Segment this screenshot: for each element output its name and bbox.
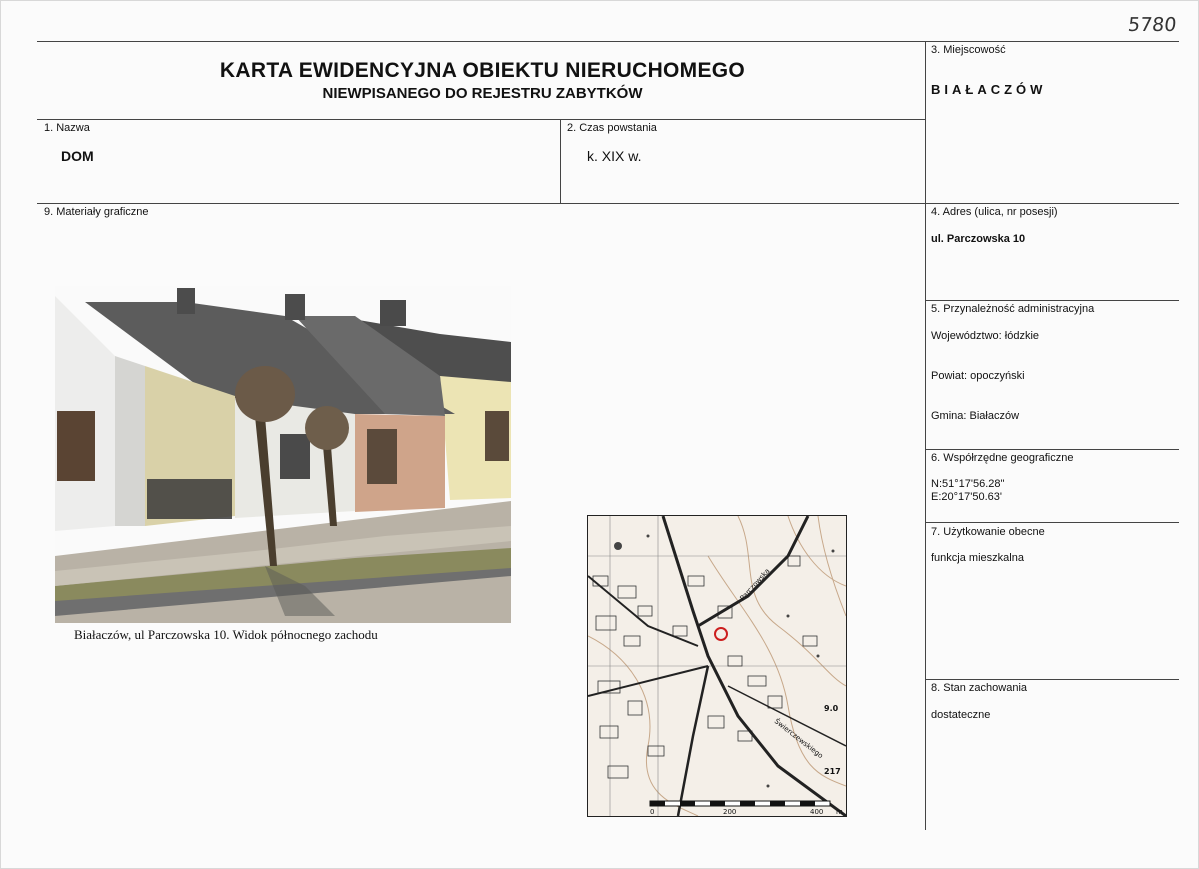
label-przynaleznosc: 5. Przynależność administracyjna bbox=[931, 303, 1095, 315]
label-uzytkowanie: 7. Użytkowanie obecne bbox=[931, 526, 1045, 538]
rule-under-coords bbox=[925, 522, 1179, 523]
label-stan: 8. Stan zachowania bbox=[931, 682, 1028, 694]
map-street-parczowska: Parczowska bbox=[738, 567, 772, 603]
value-gmina: Gmina: Białaczów bbox=[931, 410, 1020, 422]
value-czas: k. XIX w. bbox=[587, 148, 642, 164]
value-stan: dostateczne bbox=[931, 709, 991, 721]
map-scale-unit: m bbox=[836, 808, 843, 816]
location-map bbox=[587, 515, 847, 817]
value-longitude: E:20°17'50.63' bbox=[931, 491, 1002, 503]
value-wojewodztwo: Województwo: łódzkie bbox=[931, 330, 1040, 342]
right-column-divider bbox=[925, 41, 926, 830]
value-miejscowosc: BIAŁACZÓW bbox=[931, 82, 1047, 97]
rule-under-title bbox=[37, 119, 925, 120]
label-czas: 2. Czas powstania bbox=[567, 122, 657, 134]
rule-under-admin bbox=[925, 449, 1179, 450]
map-road-number: 217 bbox=[824, 767, 841, 776]
rule-under-address bbox=[925, 300, 1179, 301]
divider-name-date bbox=[560, 119, 561, 203]
value-adres: ul. Parczowska 10 bbox=[931, 233, 1026, 245]
card-title: KARTA EWIDENCYJNA OBIEKTU NIERUCHOMEGO bbox=[219, 59, 746, 82]
value-uzytkowanie: funkcja mieszkalna bbox=[931, 552, 1024, 564]
building-photo bbox=[55, 286, 511, 623]
label-materialy: 9. Materiały graficzne bbox=[44, 206, 149, 218]
value-powiat: Powiat: opoczyński bbox=[931, 370, 1025, 382]
label-adres: 4. Adres (ulica, nr posesji) bbox=[931, 206, 1058, 218]
label-miejscowosc: 3. Miejscowość bbox=[931, 44, 1006, 56]
handwritten-number: 5780 bbox=[1126, 14, 1178, 36]
value-nazwa: DOM bbox=[61, 148, 94, 164]
photo-caption: Białaczów, ul Parczowska 10. Widok północnego zachodu bbox=[74, 627, 378, 642]
map-elevation: 9.0 bbox=[824, 704, 839, 713]
label-nazwa: 1. Nazwa bbox=[44, 122, 90, 134]
rule-under-usage bbox=[925, 679, 1179, 680]
map-scale-200: 200 bbox=[723, 808, 737, 816]
rule-under-name bbox=[37, 203, 1179, 204]
map-scale-0: 0 bbox=[650, 808, 655, 816]
map-street-swierczewskiego: Świerczewskiego bbox=[772, 717, 825, 761]
top-rule bbox=[37, 41, 1179, 42]
card-subtitle: NIEWPISANEGO DO REJESTRU ZABYTKÓW bbox=[322, 85, 643, 102]
label-wspolrzedne: 6. Współrzędne geograficzne bbox=[931, 452, 1074, 464]
map-scale-400: 400 bbox=[810, 808, 824, 816]
value-latitude: N:51°17'56.28" bbox=[931, 478, 1005, 490]
